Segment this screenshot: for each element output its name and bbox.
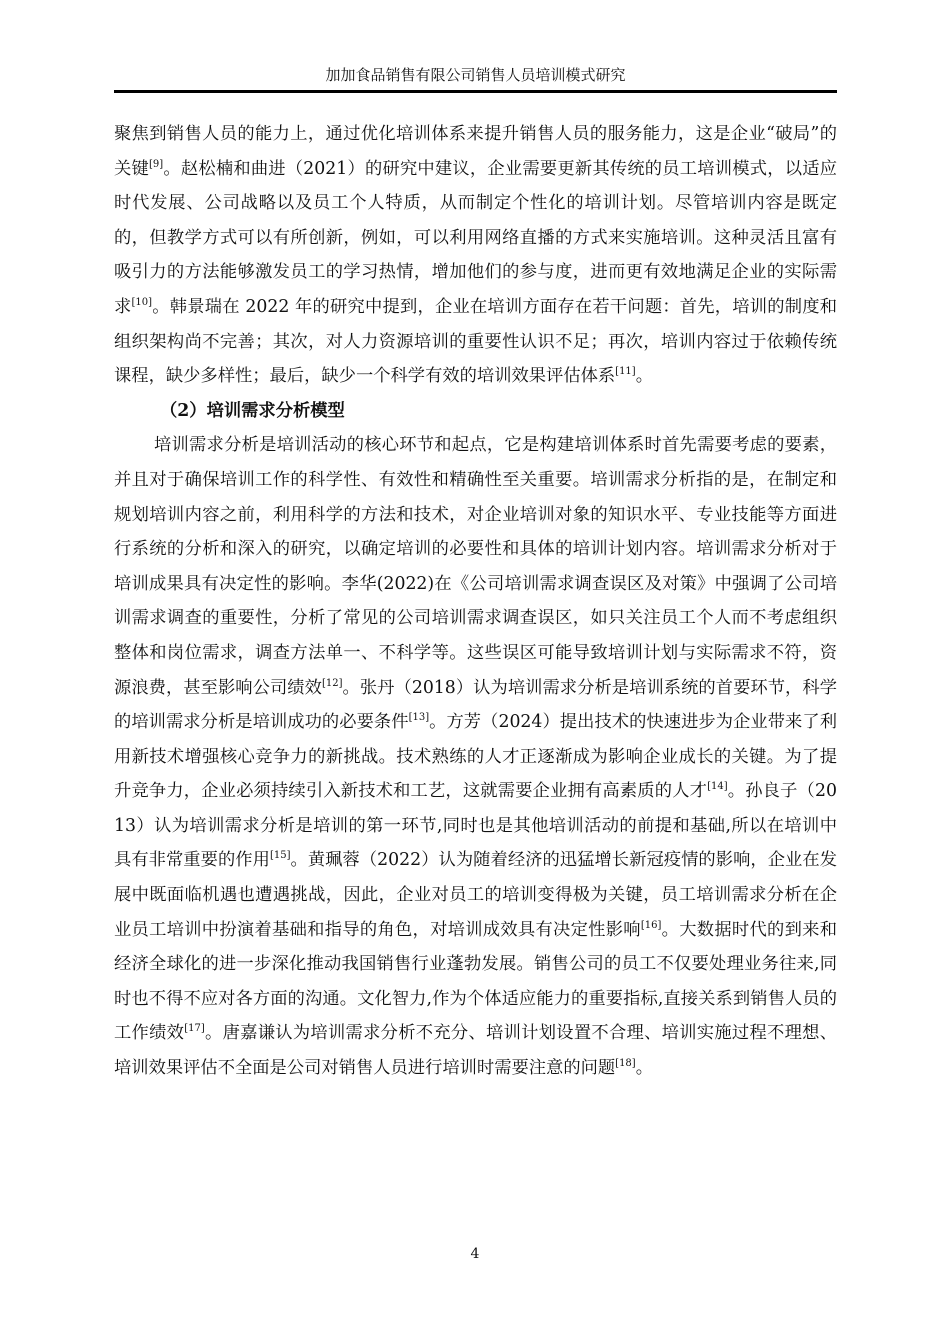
text-run: 。张丹（2018）认为培训需求分析是培训系统的首要环节，科学的培训需求分析是培训成功的必要条件 — [114, 677, 837, 733]
text-run: 。韩景瑞在 2022 年的研究中提到，企业在培训方面存在若干问题：首先，培训的制度和组织架构尚不完善；其次，对人力资源培训的重要性认识不足；再次，培训内容过于依赖传统课程，缺少多样性；最后，缺少一个科学有效的培训效果评估体系 — [114, 296, 837, 387]
citation-ref: [18] — [615, 1058, 636, 1070]
text-run: 。方芳（2024）提出技术的快速进步为企业带来了利用新技术增强核心竞争力的新挑战。技术熟练的人才正逐渐成为影响企业成长的关键。为了提升竞争力，企业必须持续引入新技术和工艺，这就需要企业拥有高素质的人才 — [114, 712, 837, 802]
text-run: 。唐嘉谦认为培训需求分析不充分、培训计划设置不合理、培训实施过程不理想、培训效果评估不全面是公司对销售人员进行培训时需要注意的问题 — [114, 1023, 837, 1079]
text-run: 。黄珮蓉（2022）认为随着经济的迅猛增长新冠疫情的影响，企业在发展中既面临机遇也遭遇挑战，因此，企业对员工的培训变得极为关键，员工培训需求分析在企业员工培训中扮演着基础和指导的角色，对培训成效具有决定性影响 — [114, 850, 837, 940]
header-rule — [114, 90, 837, 93]
running-header — [114, 64, 837, 94]
text-run: 。 — [635, 366, 653, 387]
paragraph-1 — [114, 117, 837, 394]
page-number: 4 — [470, 1246, 480, 1262]
text-run: 聚焦到销售人员的能力上，通过优化培训体系来提升销售人员的服务能力，这是企业“破局”的关键 — [114, 124, 837, 179]
section-subheading: （2）培训需求分析模型 — [160, 400, 345, 421]
citation-ref: [14] — [707, 781, 728, 793]
body-content — [114, 117, 837, 1086]
citation-ref: [10] — [131, 296, 153, 308]
text-run: 。孙良子（2013）认为培训需求分析是培训的第一环节,同时也是其他培训活动的前提和基础,所以在培训中具有非常重要的作用 — [114, 781, 837, 871]
citation-ref: [9] — [148, 158, 164, 170]
citation-ref: [13] — [408, 712, 430, 724]
citation-ref: [12] — [321, 677, 343, 689]
text-run: 。大数据时代的到来和经济全球化的进一步深化推动我国销售行业蓬勃发展。销售公司的员工不仅要处理业务往来,同时也不得不应对各方面的沟通。文化智力,作为个体适应能力的重要指标,直接关系到销售人员的工作绩效 — [114, 919, 837, 1044]
text-run: 培训需求分析是培训活动的核心环节和起点，它是构建培训体系时首先需要考虑的要素，并且对于确保培训工作的科学性、有效性和精确性至关重要。培训需求分析指的是，在制定和规划培训内容之前，利用科学的方法和技术，对企业培训对象的知识水平、专业技能等方面进行系统的分析和深入的研究，以确定培训的必要性和具体的培训计划内容。培训需求分析对于培训成果具有决定性的影响。李华(2022)在《公司培训需求调查误区及对策》中强调了公司培训需求调查的重要性，分析了常见的公司培训需求调查误区，如只关注员工个人而不考虑组织整体和岗位需求，调查方法单一、不科学等。这些误区可能导致培训计划与实际需求不符，资源浪费，甚至影响公司绩效 — [114, 435, 837, 698]
text-run: 。赵松楠和曲进（2021）的研究中建议，企业需要更新其传统的员工培训模式，以适应时代发展、公司战略以及员工个人特质，从而制定个性化的培训计划。尽管培训内容是既定的，但教学方式可以有所创新，例如，可以利用网络直播的方式来实施培训。这种灵活且富有吸引力的方法能够激发员工的学习热情，增加他们的参与度，进而更有效地满足企业的实际需求 — [114, 158, 837, 317]
citation-ref: [15] — [269, 850, 291, 862]
text-run: 。 — [635, 1058, 653, 1079]
citation-ref: [16] — [640, 919, 662, 931]
header-title: 加加食品销售有限公司销售人员培训模式研究 — [325, 66, 626, 84]
citation-ref: [17] — [184, 1023, 205, 1035]
citation-ref: [11] — [615, 366, 636, 378]
paragraph-2 — [114, 428, 837, 1085]
